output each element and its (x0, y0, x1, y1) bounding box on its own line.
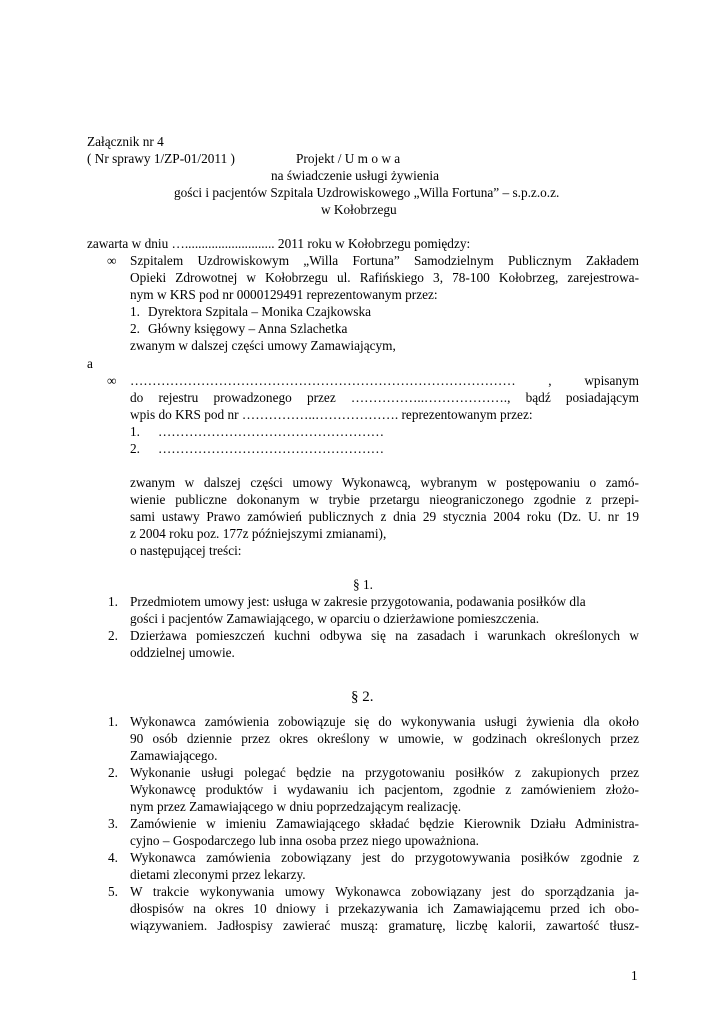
attachment-label: Załącznik nr 4 (87, 134, 164, 149)
section2-item-line: Zamówienie w imieniu Zamawiającego składać będzie Kierownik Działu Administra- (130, 816, 639, 831)
section1-item-line: Dzierżawa pomieszczeń kuchni odbywa się na zasadach i warunkach określonych w (130, 628, 639, 643)
party2-line-1: …………………………………………………………………………… , wpisanym (130, 373, 639, 388)
item-number: 4. (108, 850, 118, 865)
party2-rep-num: 1. (130, 424, 140, 439)
item-number: 3. (108, 816, 118, 831)
section2-item-line: Wykonawca zamówienia zobowiązuje się do wykonywania usługi żywienia dla około (130, 714, 639, 729)
section2-item-line: W trakcie wykonywania umowy Wykonawca zobowiązany jest do sporządzania ja- (130, 884, 639, 899)
section2-item-line: wiązywaniem. Jadłospisy zawierać muszą: gramaturę, liczbę kalorii, zawartość tłusz- (130, 918, 639, 933)
contract-intro: zawarta w dniu …........................... 2011 roku w Kołobrzegu pomiędzy: (87, 236, 471, 251)
party2-alias-line: sami ustawy Prawo zamówień publicznych z dnia 29 stycznia 2004 roku (Dz. U. nr 19 (130, 509, 639, 524)
section2-item-line: Wykonawcę produktów i wydawaniu ich pacjentom, zgodnie z zamówieniem złożo- (130, 782, 639, 797)
case-number: ( Nr sprawy 1/ZP-01/2011 ) (87, 151, 235, 166)
subject-line-2: gości i pacjentów Szpitala Uzdrowiskowego „Willa Fortuna” – s.p.z.o.z. (174, 185, 560, 200)
party2-line-2: do rejestru prowadzonego przez ……………..………………., bądź posiadającym (130, 390, 639, 405)
party2-alias-line: wienie publiczne dokonanym w trybie przetargu nieograniczonego zgodnie z przepi- (130, 492, 639, 507)
party1-rep: Dyrektora Szpitala – Monika Czajkowska (148, 304, 372, 319)
item-number: 1. (108, 594, 118, 609)
party1-alias: zwanym w dalszej części umowy Zamawiającym, (130, 338, 396, 353)
section2-item-line: dietami zleconymi przez lekarzy. (130, 867, 306, 882)
subject-line-1: na świadczenie usługi żywienia (271, 168, 439, 183)
party2-alias-line: zwanym w dalszej części umowy Wykonawcą, wybranym w postępowaniu o zamó- (130, 475, 639, 490)
section2-item-line: Wykonanie usługi polegać będzie na przygotowaniu posiłków z zakupionych przez (130, 765, 639, 780)
party2-rep-num: 2. (130, 441, 140, 456)
bullet-icon: ∞ (107, 373, 117, 388)
section1-item-line: Przedmiotem umowy jest: usługa w zakresie przygotowania, podawania posiłków dla (130, 594, 586, 609)
item-number: 5. (108, 884, 118, 899)
section2-item-line: dłospisów na okres 10 dniowy i przekazywania ich Zamawiającemu przed ich obo- (130, 901, 639, 916)
party1-rep-num: 2. (130, 321, 140, 336)
subject-line-3: w Kołobrzegu (321, 202, 397, 217)
section2-item-line: cyjno – Gospodarczego lub inna osoba przez niego upoważniona. (130, 833, 479, 848)
bullet-icon: ∞ (107, 253, 117, 268)
section-1-title: § 1. (353, 577, 373, 592)
page-number: 1 (631, 968, 638, 983)
party1-line-2: Opieki Zdrowotnej w Kołobrzegu ul. Rafińskiego 3, 78-100 Kołobrzeg, zarejestrowa- (130, 270, 639, 285)
item-number: 1. (108, 714, 118, 729)
party2-rep: …………………………………………… (158, 424, 385, 439)
party2-line-3: wpis do KRS pod nr ……………..………………. reprezentowanym przez: (130, 407, 533, 422)
party2-rep: …………………………………………… (158, 441, 385, 456)
conjunction: a (87, 356, 93, 371)
party2-alias-line: z 2004 roku poz. 177z późniejszymi zmianami), (130, 526, 387, 541)
party1-line-3: nym w KRS pod nr 0000129491 reprezentowanym przez: (130, 287, 438, 302)
following-text: o następującej treści: (130, 543, 242, 558)
item-number: 2. (108, 765, 118, 780)
item-number: 2. (108, 628, 118, 643)
section-2-title: § 2. (351, 689, 374, 705)
section2-item-line: Wykonawca zamówienia zobowiązany jest do przygotowywania posiłków zgodnie z (130, 850, 639, 865)
party1-line-1: Szpitalem Uzdrowiskowym „Willa Fortuna” Samodzielnym Publicznym Zakładem (130, 253, 639, 268)
section1-item-line: oddzielnej umowie. (130, 645, 235, 660)
party1-rep: Główny księgowy – Anna Szlachetka (148, 321, 348, 336)
section1-item-line: gości i pacjentów Zamawiającego, w oparciu o dzierżawione pomieszczenia. (130, 611, 540, 626)
document-title: Projekt / U m o w a (296, 151, 401, 166)
party1-rep-num: 1. (130, 304, 140, 319)
section2-item-line: nym przez Zamawiającego w dniu poprzedzającym realizację. (130, 799, 462, 814)
section2-item-line: 90 osób dziennie przez okres określony w umowie, w godzinach określonych przez (130, 731, 639, 746)
section2-item-line: Zamawiającego. (130, 748, 218, 763)
